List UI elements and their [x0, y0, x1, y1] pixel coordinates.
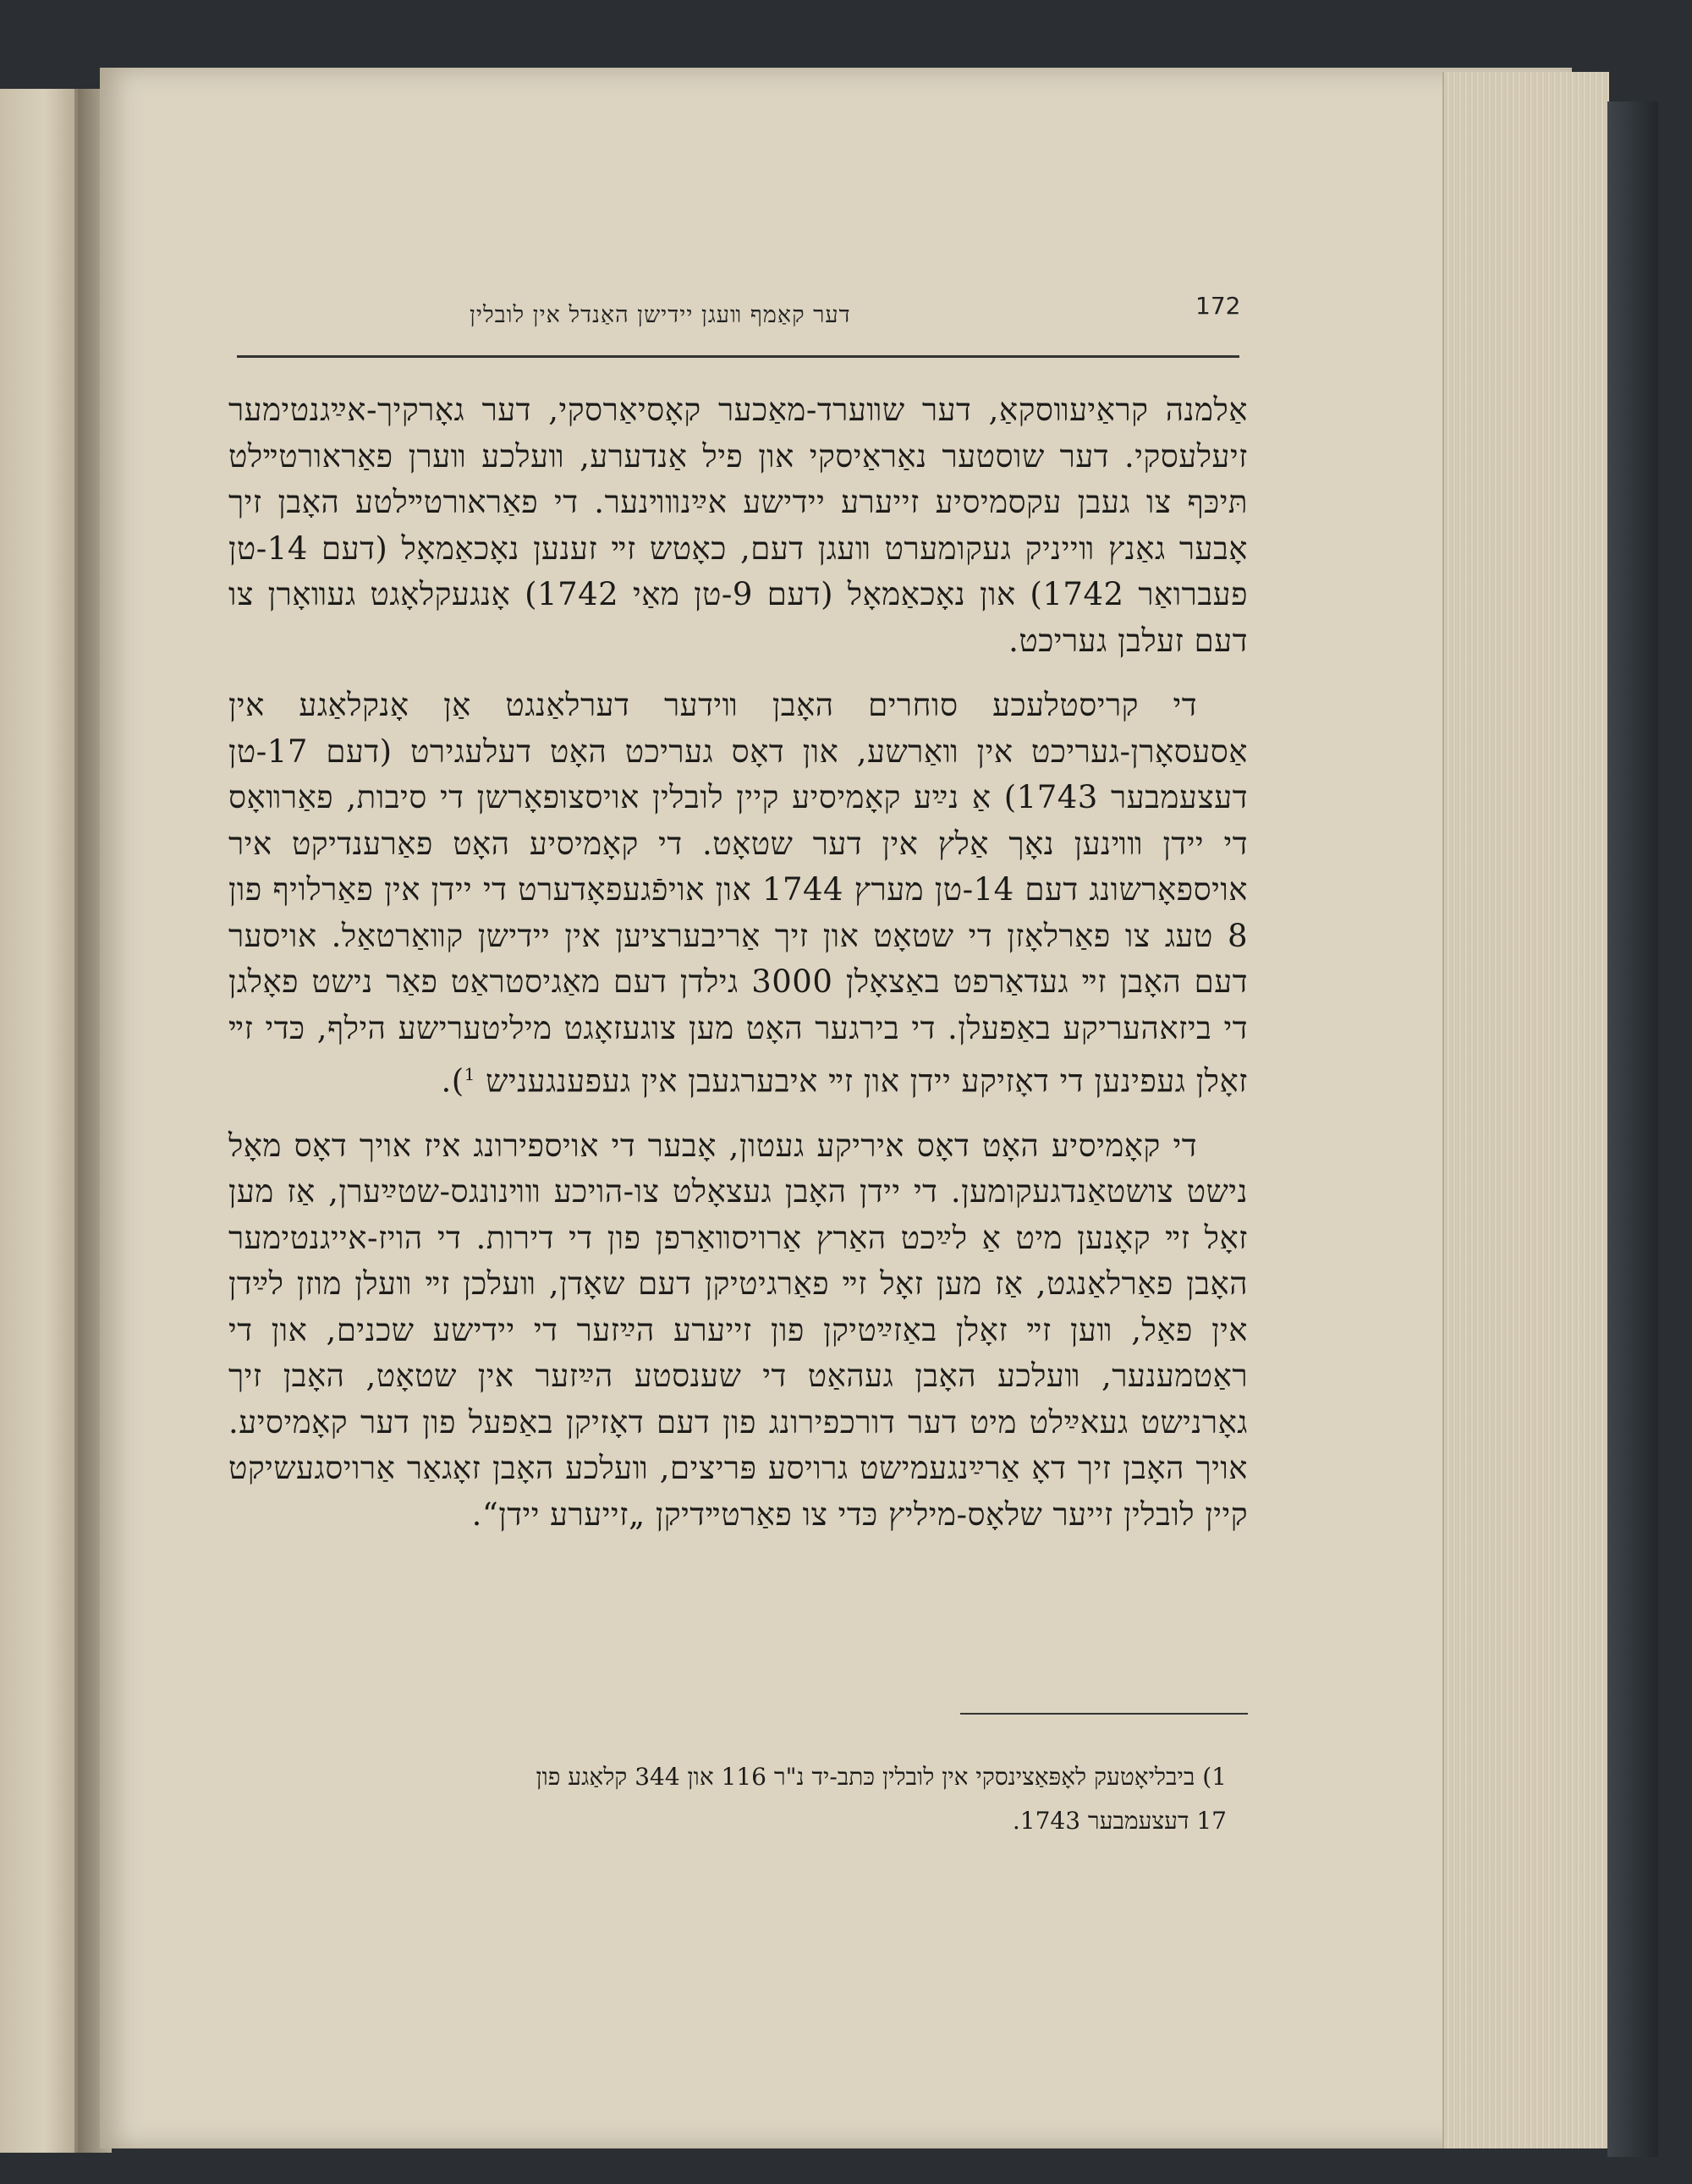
book-cover-edge — [1607, 102, 1658, 2157]
paragraph-3: די קאָמיסיע האָט דאָס איריקע געטון, אָבער די אויספירונג איז אויך דאָס מאָל נישט צושטאַנדגעקומען. די יידן האָבן געצאָלט צו-הויכע װױנונגס-שטײַערן, אַז מען זאָל זײ קאָנען מיט אַ לײַכט האַרץ אַרויסװאַרפן פון די דירות. די הויז-אייגנטימער האָבן פאַרלאַנגט, אַז מען זאָל זײ פאַרגיטיקן דעם שאָדן, װעלכן זײ װעלן מוזן לײַדן אין פאַל, װען זײ זאָלן באַזײַטיקן פון זייערע הײַזער די יידישע שכנים, און די ראַטמענער, װעלכע האָבן געהאַט די שענסטע הײַזער אין שטאָט, האָבן זיך גאָרנישט געאײַלט מיט דער דורכפירונג פון דעם דאָזיקן באַפעל פון דער קאָמיסיע. אויך האָבן זיך דאָ אַרײַנגעמישט גרויסע פּריצים, װעלכע האָבן זאָגאַר אַרויסגעשיקט קיין לובלין זייער שלאָס-מיליץ כּדי צו פאַרטײדיקן „זייערע יידן“. — [228, 1127, 1248, 1533]
page-header — [241, 292, 1241, 351]
footnote-line-1: 1) ביבליאָטעק לאָפּאַצינסקי אין לובלין כּתב-יד נ"ר 116 און 344 קלאַגע פון — [536, 1763, 1227, 1791]
running-title: דער קאַמף װעגן יידישן האַנדל אין לובלין — [470, 302, 851, 328]
page-number: 172 — [1195, 292, 1241, 320]
paragraph-2-end: ). — [441, 1062, 464, 1100]
footnote — [254, 1755, 1227, 1843]
footnote-rule — [960, 1713, 1248, 1715]
header-rule — [237, 355, 1239, 358]
paragraph-2 — [228, 683, 1248, 1105]
paragraph-2-text: די קריסטלעכע סוחרים האָבן װידער דערלאַנגט אַן אָנקלאַגע אין אַסעסאָרן-געריכט אין װאַרשע, און דאָס געריכט האָט דעלעגירט (דעם 17-טן דעצעמבער 1743) אַ נײַע קאָמיסיע קיין לובלין אויסצופאָרשן די סיבות, פאַרװאָס די יידן װױנען נאָך אַלץ אין דער שטאָט. די קאָמיסיע האָט פאַרענדיקט איר אויספאָרשונג דעם 14-טן מערץ 1744 און אויפֿגעפאָדערט די יידן אין פאַרלויף פון 8 טעג צו פאַרלאָזן די שטאָט און זיך אַריבערציען אין יידישן קװאַרטאַל. אויסער דעם האָבן זײ געדאַרפט באַצאָלן 3000 גילדן דעם מאַגיסטראַט פאַר נישט פאָלגן די ביזאהעריקע באַפעלן. די בירגער האָט מען צוגעזאָגט מיליטערישע הילף, כּדי זײ זאָלן געפינען די דאָזיקע יידן און זײ איבערגעבן אין געפענגעניש — [228, 687, 1248, 1100]
previous-page-edge — [0, 89, 80, 2153]
footnote-marker: 1 — [464, 1064, 475, 1084]
paragraph-1: אַלמנה קראַיעװסקאַ, דער שװערד-מאַכער קאָסיאַרסקי, דער גאָרקיך-אײַגנטימער זיעלעסקי. דער שוסטער נאַראַיסקי און פיל אַנדערע, װעלכע װערן פאַראורטײלט תּיכּף צו געבן עקסמיסיע זייערע יידישע אײַנװױנער. די פאַראורטײלטע האָבן זיך אָבער גאַנץ װייניק געקומערט װעגן דעם, כאָטש זײ זענען נאָכאַמאָל (דעם 14-טן פעברואַר 1742) און נאָכאַמאָל (דעם 9-טן מאַי 1742) אָנגעקלאָגט געװאָרן צו דעם זעלבן געריכט. — [228, 392, 1249, 659]
body-text — [228, 387, 1248, 1538]
footnote-line-2: 17 דעצעמבער 1743. — [1012, 1807, 1227, 1835]
page-stack-edge — [1442, 72, 1609, 2148]
